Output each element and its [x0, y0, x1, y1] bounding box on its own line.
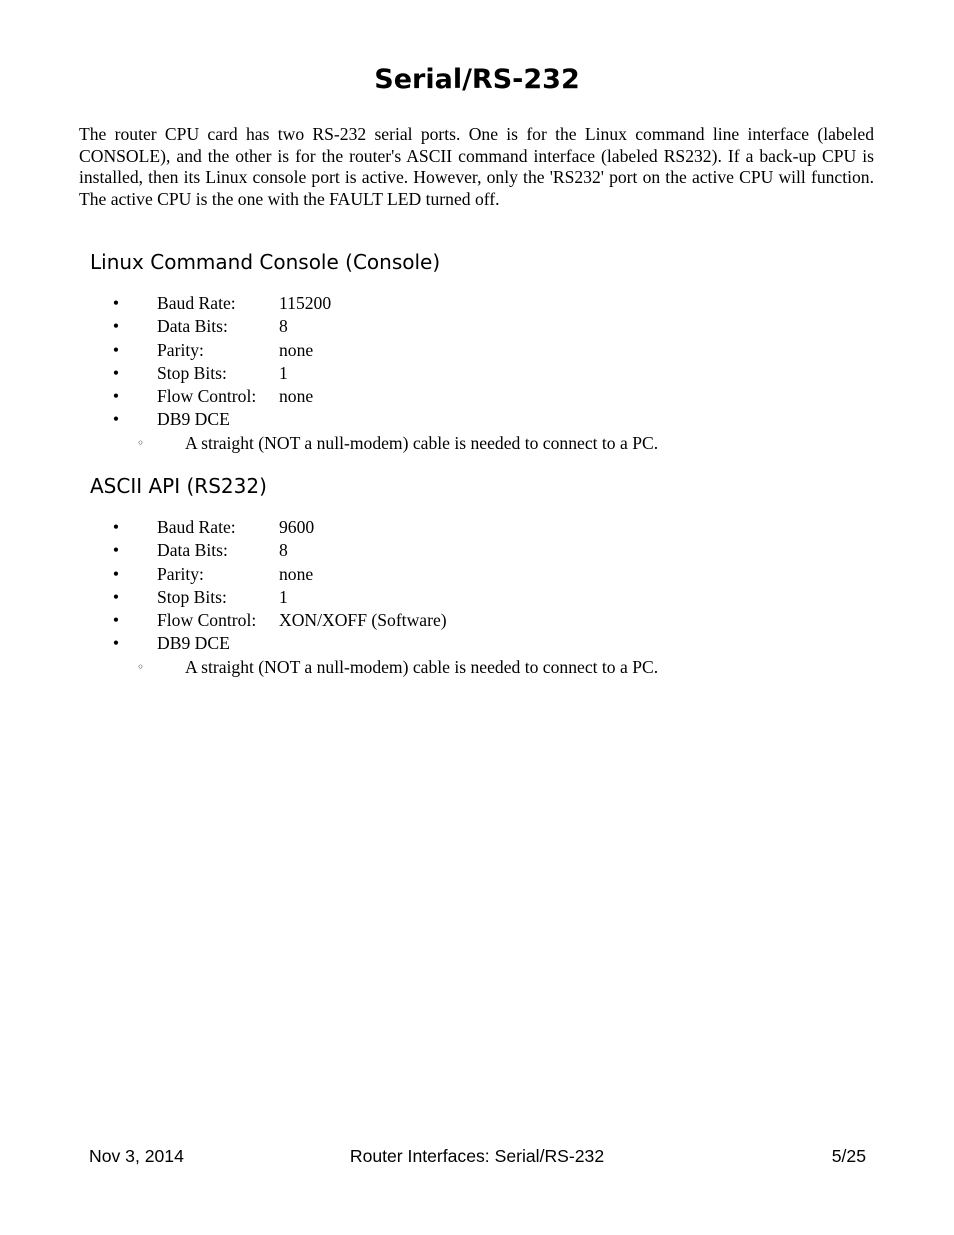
- setting-value: none: [279, 563, 314, 584]
- sub-list-item: [0, 656, 954, 679]
- footer-date: Nov 3, 2014: [89, 1146, 184, 1166]
- list-item: [0, 609, 954, 632]
- setting-label: Data Bits:: [157, 316, 228, 337]
- setting-value: none: [279, 339, 314, 360]
- setting-label: DB9 DCE: [157, 409, 230, 430]
- setting-label: Parity:: [157, 563, 204, 584]
- setting-label: Flow Control:: [157, 386, 257, 407]
- section-heading-console: Linux Command Console (Console): [90, 250, 441, 274]
- section-heading-ascii-api: ASCII API (RS232): [90, 474, 267, 498]
- setting-label: Stop Bits:: [157, 362, 227, 383]
- bullet-icon: •: [112, 386, 120, 407]
- setting-value: 1: [279, 586, 288, 607]
- list-item: [0, 408, 954, 431]
- sub-list-item: [0, 432, 954, 455]
- list-item: [0, 362, 954, 385]
- bullet-icon: •: [112, 586, 120, 607]
- bullet-icon: •: [112, 339, 120, 360]
- setting-value: 8: [279, 316, 288, 337]
- list-item: [0, 632, 954, 655]
- list-item: [0, 292, 954, 315]
- list-item: [0, 563, 954, 586]
- setting-value: XON/XOFF (Software): [279, 610, 447, 631]
- setting-label: Parity:: [157, 339, 204, 360]
- footer-page-number: 5/25: [831, 1146, 866, 1166]
- intro-paragraph: The router CPU card has two RS-232 serial ports. One is for the Linux command line interface (labeled CONSOLE), and the other is for the router's ASCII command interface (labeled RS232). If a back-up CPU is installed, then its Linux console port is active. However, only the 'RS232' port on the active CPU will function. The active CPU is the one with the FAULT LED turned off.: [79, 124, 874, 209]
- setting-value: none: [279, 386, 314, 407]
- bullet-icon: •: [112, 517, 120, 537]
- setting-label: DB9 DCE: [157, 633, 230, 654]
- circle-bullet-icon: ◦: [137, 659, 145, 674]
- bullet-icon: •: [112, 409, 120, 430]
- list-item: [0, 539, 954, 562]
- list-item: [0, 385, 954, 408]
- footer-title: Router Interfaces: Serial/RS-232: [349, 1146, 605, 1166]
- setting-value: 115200: [279, 293, 332, 313]
- setting-label: Data Bits:: [157, 540, 228, 561]
- setting-label: Baud Rate:: [157, 293, 236, 313]
- bullet-icon: •: [112, 633, 120, 654]
- bullet-icon: •: [112, 316, 120, 337]
- bullet-icon: •: [112, 540, 120, 561]
- list-item: [0, 586, 954, 609]
- list-item: [0, 339, 954, 362]
- bullet-icon: •: [112, 362, 120, 383]
- setting-label: Stop Bits:: [157, 586, 227, 607]
- console-settings-list: [0, 292, 954, 455]
- setting-value: 8: [279, 540, 288, 561]
- setting-value: 1: [279, 362, 288, 383]
- list-item: [0, 315, 954, 338]
- bullet-icon: •: [112, 563, 120, 584]
- setting-label: Baud Rate:: [157, 517, 236, 537]
- circle-bullet-icon: ◦: [137, 435, 145, 450]
- list-item: [0, 516, 954, 539]
- ascii-api-settings-list: [0, 516, 954, 679]
- bullet-icon: •: [112, 293, 120, 313]
- setting-value: 9600: [279, 517, 315, 537]
- cable-note: A straight (NOT a null-modem) cable is needed to connect to a PC.: [185, 432, 659, 453]
- bullet-icon: •: [112, 610, 120, 631]
- cable-note: A straight (NOT a null-modem) cable is needed to connect to a PC.: [185, 656, 659, 677]
- setting-label: Flow Control:: [157, 610, 257, 631]
- page-title: Serial/RS-232: [374, 64, 580, 95]
